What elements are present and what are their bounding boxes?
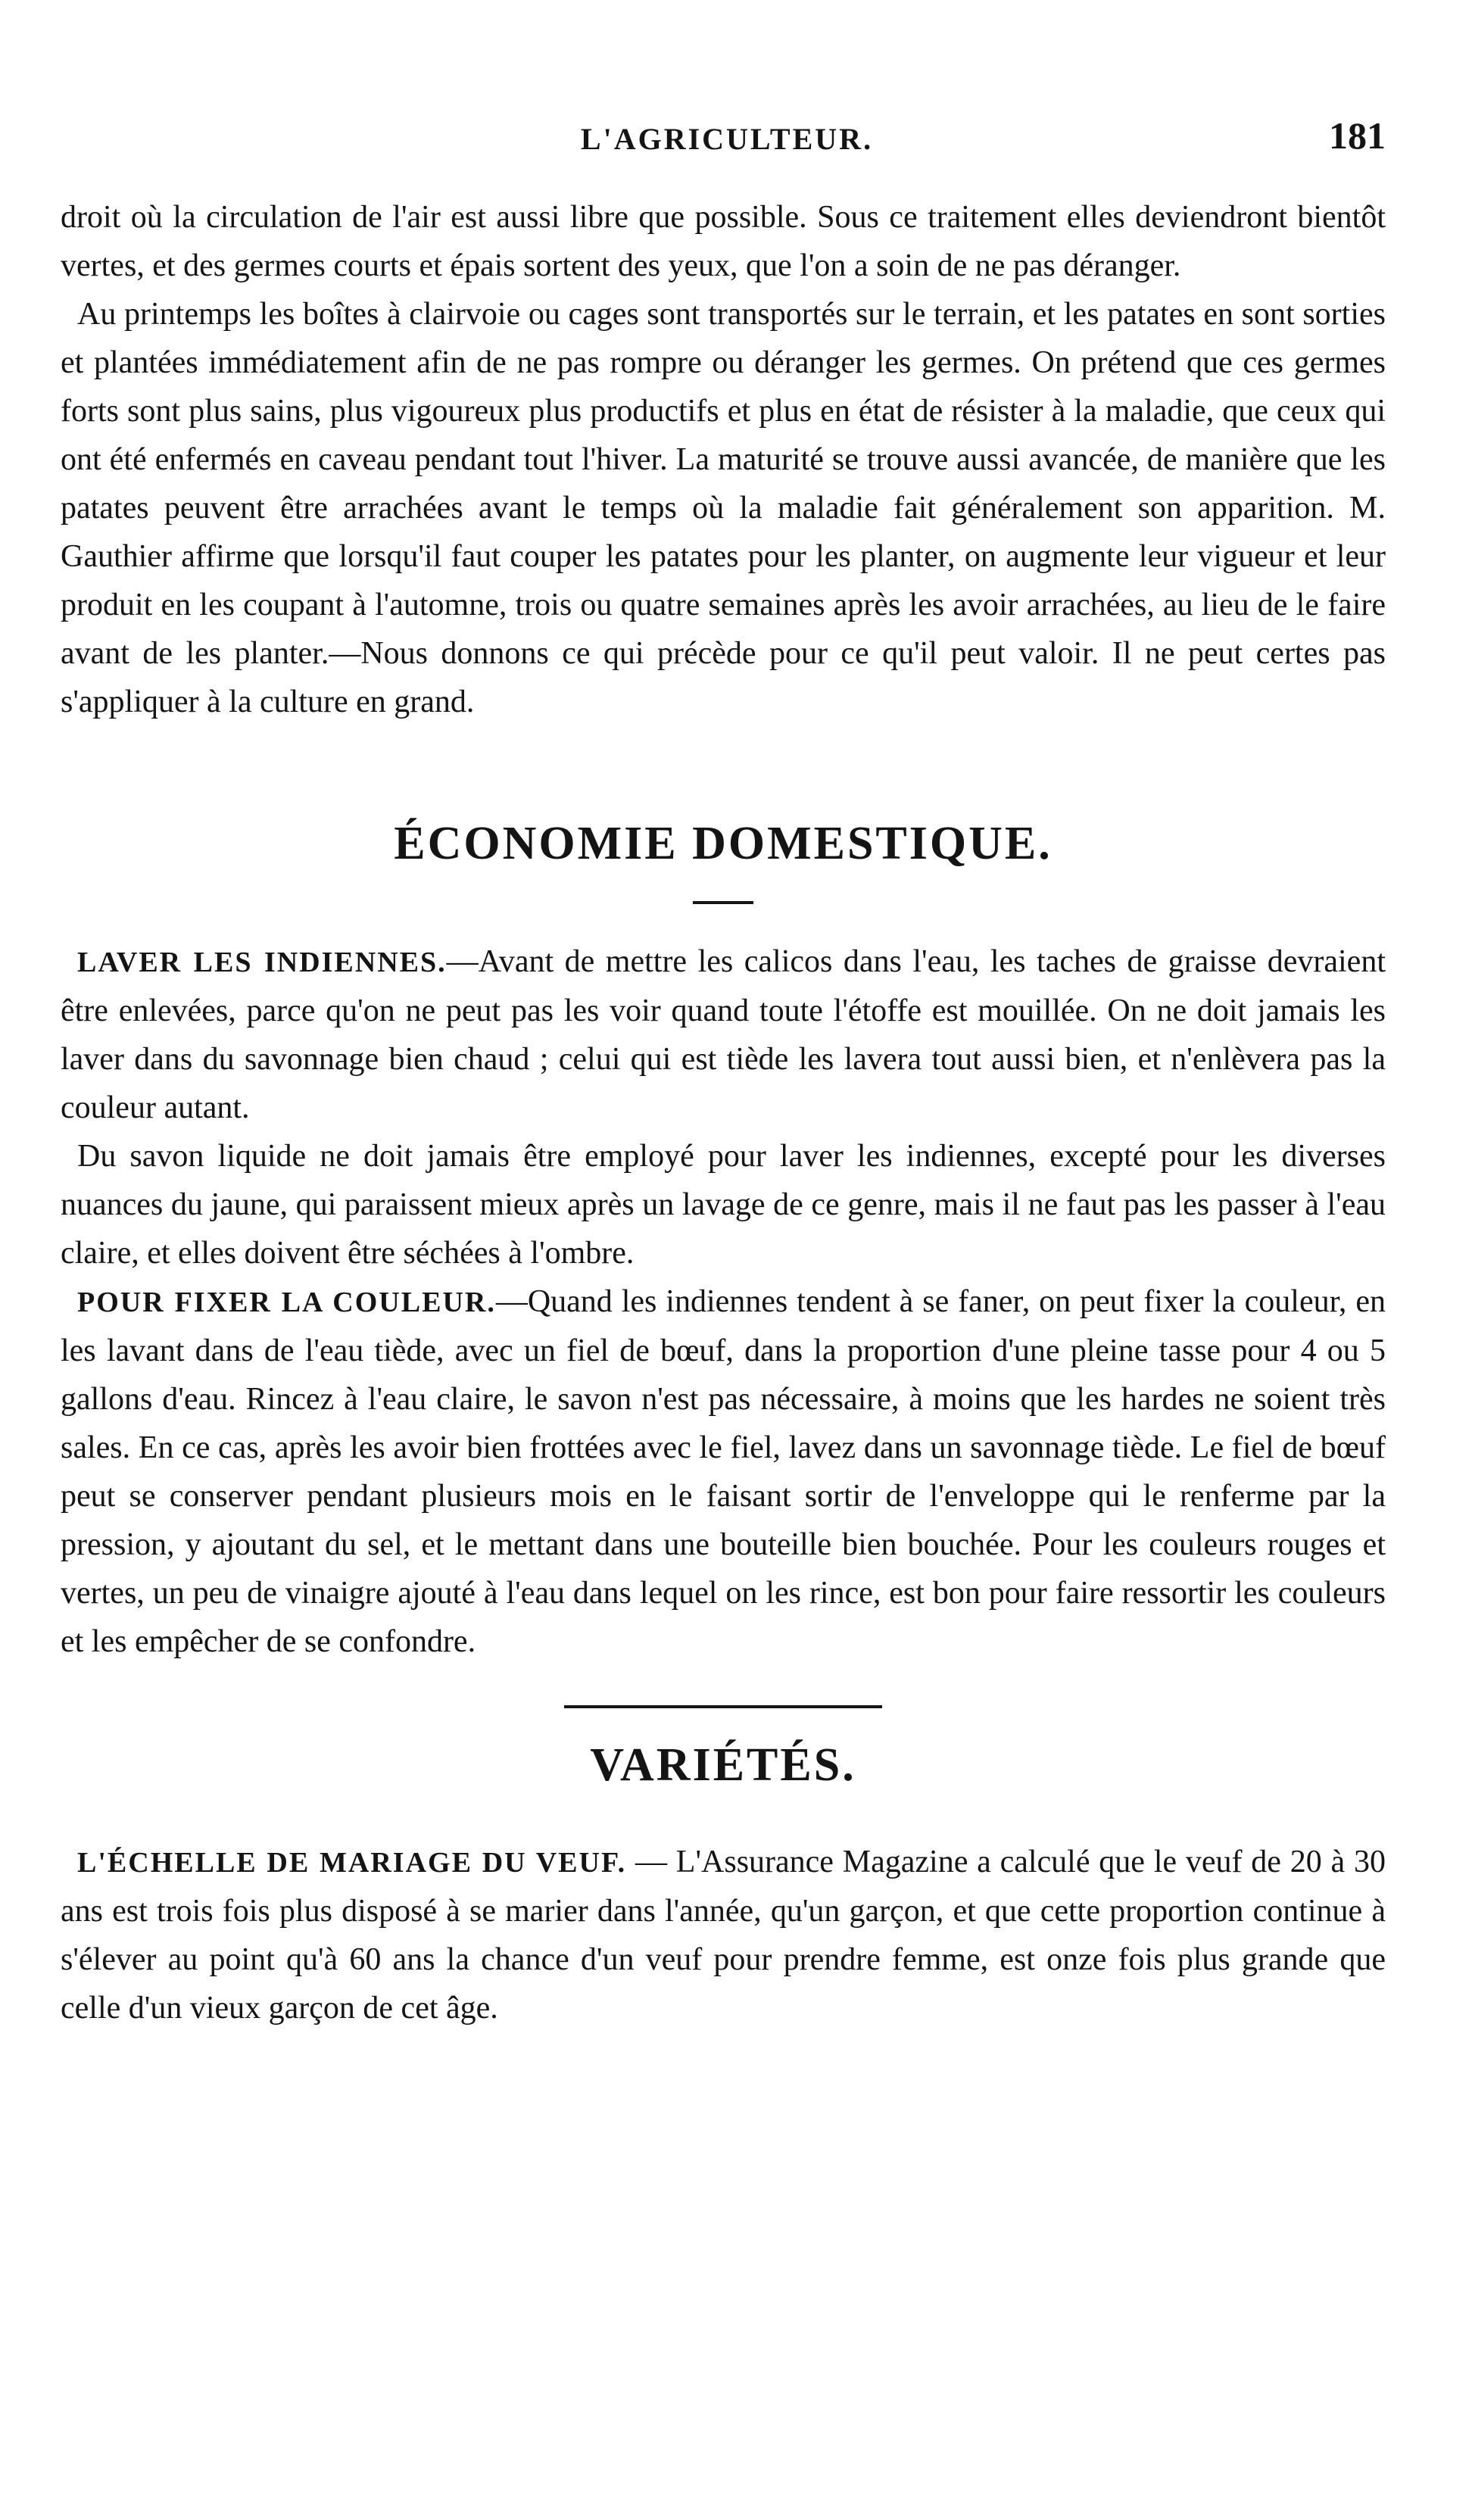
article-text: —Quand les indiennes tendent à se faner, on peut fixer la couleur, en les lavant dans de l'eau tiède, avec un fiel de bœuf, dans la proportion d'une pleine tasse pour 4 ou 5 gallons d'eau. Rincez à l'eau claire, le savon n'est pas nécessaire, à moins que les hardes ne soient très sales. En ce cas, après les avoir bien frottées avec le fiel, lavez dans un savonnage tiède. Le fiel de bœuf peut se conserver pendant plusieurs mois en le faisant sortir de l'enveloppe qui le renferme par la pression, y ajoutant du sel, et le mettant dans une bouteille bien bouchée. Pour les couleurs rouges et vertes, un peu de vinaigre ajouté à l'eau dans lequel on les rince, est bon pour faire ressortir les couleurs et les empêcher de se confondre.: [61, 1284, 1386, 1659]
intro-paragraph-2: Au printemps les boîtes à clairvoie ou cages sont transportés sur le terrain, et les patates en sont sorties et plantées immédiatement afin de ne pas rompre ou déranger les germes. On prétend que ces germes forts sont plus sains, plus vigoureux plus productifs et plus en état de résister à la maladie, que ceux qui ont été enfermés en caveau pendant tout l'hiver. La maturité se trouve aussi avancée, de manière que les patates peuvent être arrachées avant le temps où la maladie fait généralement son apparition. M. Gauthier affirme que lorsqu'il faut couper les patates pour les planter, on augmente leur vigueur et leur produit en les coupant à l'automne, trois ou quatre semaines après les avoir arrachées, au lieu de le faire avant de les planter.—Nous donnons ce qui précède pour ce qu'il peut valoir. Il ne peut certes pas s'appliquer à la culture en grand.: [61, 297, 1386, 719]
article-lead: POUR FIXER LA COULEUR.: [77, 1287, 496, 1318]
section-title-economie: ÉCONOMIE DOMESTIQUE.: [394, 818, 1053, 869]
article-savon-liquide: [61, 1132, 1386, 1277]
article-laver-les-indiennes: [61, 937, 1386, 1132]
page-header: [68, 114, 1386, 167]
article-text: —Avant de mettre les calicos dans l'eau, les taches de graisse devraient être enlevées, parce qu'on ne peut pas les voir quand toute l'étoffe est mouillée. On ne doit jamais les laver dans du savonnage bien chaud ; celui qui est tiède les lavera tout aussi bien, et n'enlèvera pas la couleur autant.: [61, 944, 1386, 1125]
intro-paragraph-1: droit où la circulation de l'air est aussi libre que possible. Sous ce traitement elles deviendront bientôt vertes, et des germes courts et épais sortent des yeux, que l'on a soin de ne pas déranger.: [61, 200, 1386, 283]
section-title-varietes: VARIÉTÉS.: [590, 1739, 856, 1791]
page-number: 181: [1329, 114, 1386, 157]
section-spacer: [61, 1792, 1386, 1838]
article-pour-fixer-la-couleur: [61, 1277, 1386, 1666]
article-echelle-de-mariage: [61, 1838, 1386, 2032]
article-lead: L'ÉCHELLE DE MARIAGE DU VEUF.: [77, 1847, 627, 1879]
article-text: Du savon liquide ne doit jamais être employé pour laver les indiennes, excepté pour les diverses nuances du jaune, qui paraissent mieux après un lavage de ce genre, mais il ne faut pas les passer à l'eau claire, et elles doivent être séchées à l'ombre.: [61, 1139, 1386, 1271]
article-lead: LAVER LES INDIENNES.: [77, 947, 447, 978]
page-body: [61, 193, 1386, 2032]
section-separator: [564, 1705, 882, 1708]
section-divider: [693, 901, 753, 904]
running-title: L'AGRICULTEUR.: [580, 122, 874, 156]
article-text: — L'Assurance Magazine a calculé que le veuf de 20 à 30 ans est trois fois plus disposé à se marier dans l'année, qu'un garçon, et que cette proportion continue à s'élever au point qu'à 60 ans la chance d'un veuf pour prendre femme, est onze fois plus grande que celle d'un vieux garçon de cet âge.: [61, 1845, 1386, 2026]
